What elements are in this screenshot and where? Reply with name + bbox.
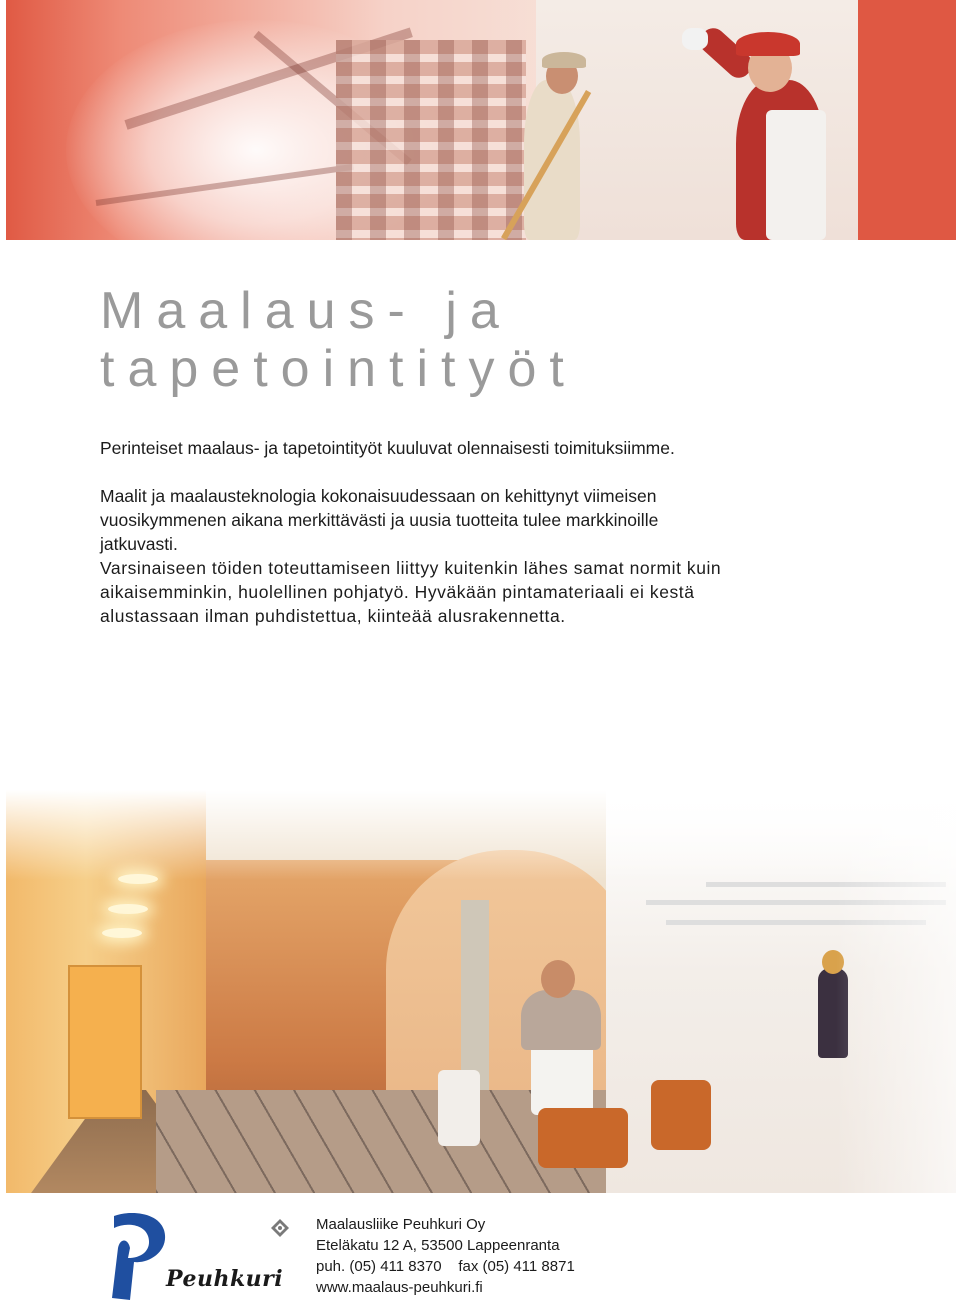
accent-color-band bbox=[858, 0, 956, 240]
paragraph-spacer bbox=[100, 460, 840, 484]
photo-painter-shirt bbox=[521, 990, 601, 1050]
photo-worker-apron bbox=[766, 110, 826, 240]
company-website-link[interactable]: www.maalaus-peuhkuri.fi bbox=[316, 1279, 483, 1296]
paragraph-line: vuosikymmenen aikana merkittävästi ja uusia tuotteita tulee markkinoille bbox=[100, 510, 659, 530]
company-address: Eteläkatu 12 A, 53500 Lappeenranta bbox=[316, 1237, 560, 1254]
company-name: Maalausliike Peuhkuri Oy bbox=[316, 1216, 486, 1233]
photo-worker-left-cap bbox=[542, 52, 586, 68]
intro-paragraph: Perinteiset maalaus- ja tapetointityöt kuuluvat olennaisesti toimituksiimme. bbox=[100, 438, 675, 458]
title-line: tapetointityöt bbox=[100, 340, 577, 398]
diamond-emblem-icon bbox=[270, 1218, 290, 1238]
paragraph-line: Varsinaiseen töiden toteuttamiseen liittyy kuitenkin lähes samat normit kuin bbox=[100, 558, 722, 578]
company-phone-fax: puh. (05) 411 8370 fax (05) 411 8871 bbox=[316, 1258, 575, 1275]
paragraph-line: jatkuvasti. bbox=[100, 534, 178, 554]
photo-fade bbox=[836, 790, 956, 1193]
photo-worker-glove bbox=[682, 28, 708, 50]
title-line: Maalaus- ja bbox=[100, 282, 512, 340]
paragraph-line: Maalit ja maalausteknologia kokonaisuudessaan on kehittynyt viimeisen bbox=[100, 486, 657, 506]
interior-photo-collage bbox=[6, 790, 956, 1193]
photo-fade bbox=[6, 790, 956, 880]
photo-worker-right-cap bbox=[736, 32, 800, 56]
photo-door bbox=[68, 965, 142, 1119]
paragraph-line: alustassaan ilman puhdistettua, kiinteää alusrakennetta. bbox=[100, 606, 566, 626]
photo-painter-head bbox=[541, 960, 575, 998]
logo-p-mark bbox=[112, 1213, 165, 1300]
contact-info bbox=[316, 1214, 575, 1298]
photo-ceiling-light bbox=[108, 904, 148, 914]
company-logo bbox=[100, 1208, 290, 1304]
photo-apartment-building bbox=[336, 40, 526, 240]
logo-wordmark: Peuhkuri bbox=[166, 1266, 284, 1292]
photo-paint-bag bbox=[438, 1070, 480, 1146]
header-photo-painters bbox=[6, 0, 956, 240]
photo-chair bbox=[651, 1080, 711, 1150]
paragraph-line: aikaisemminkin, huolellinen pohjatyö. Hyväkään pintamateriaali ei kestä bbox=[100, 582, 695, 602]
peuhkuri-logo-icon bbox=[100, 1208, 170, 1304]
photo-chair bbox=[538, 1108, 628, 1168]
photo-ceiling-light bbox=[102, 928, 142, 938]
body-text bbox=[100, 436, 840, 628]
page-title bbox=[100, 282, 577, 398]
